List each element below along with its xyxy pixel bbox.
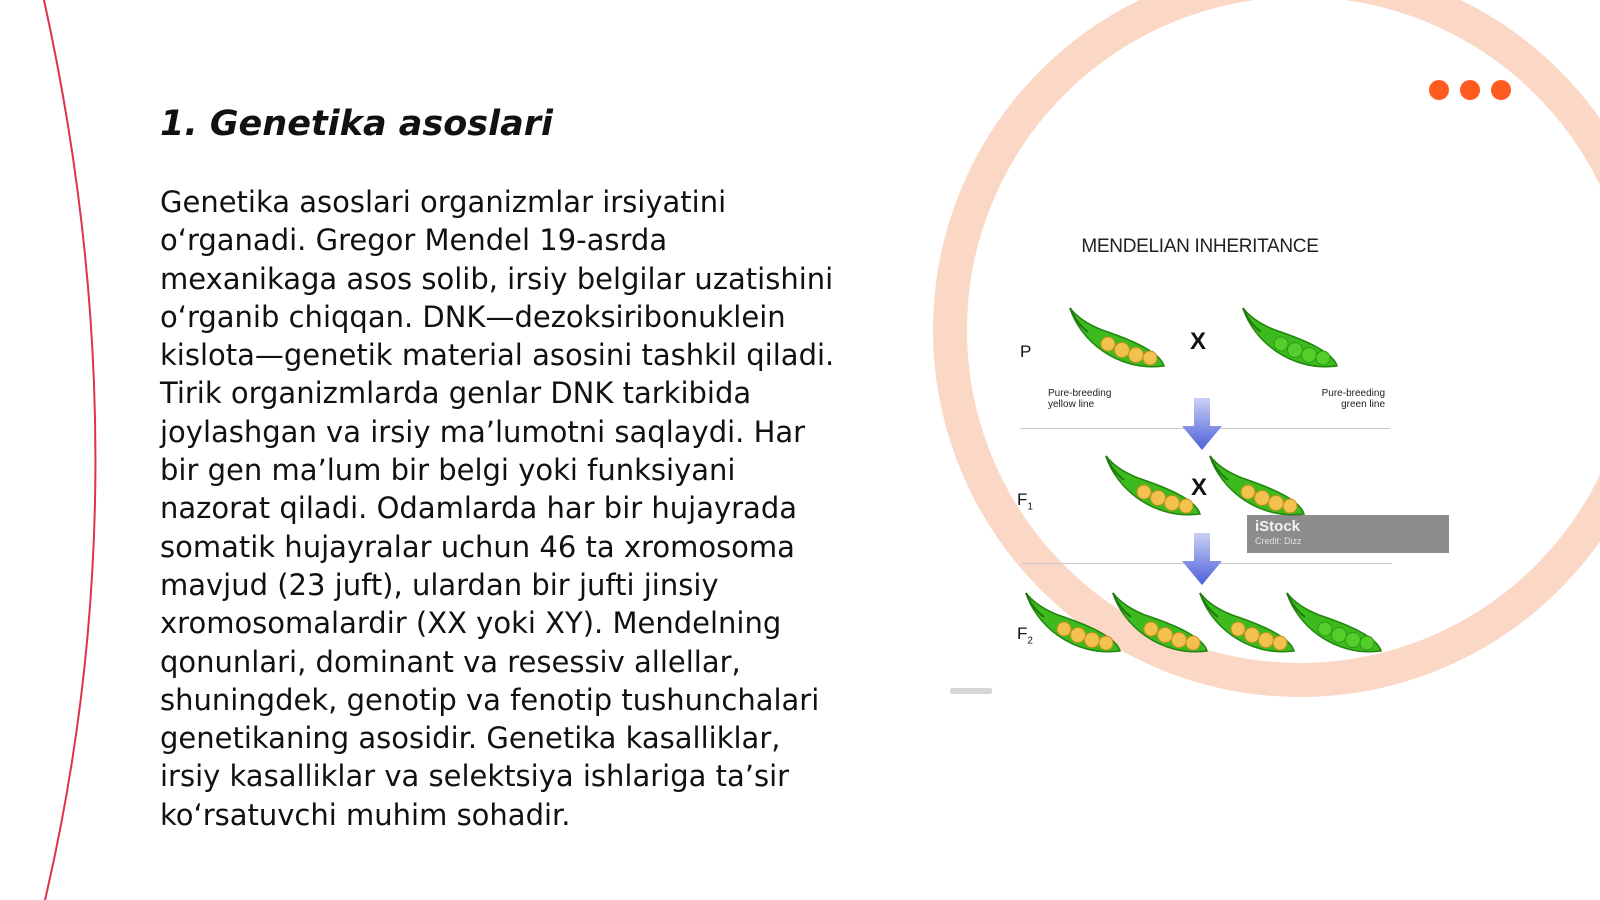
image-handle <box>950 688 992 694</box>
generation-f2-subscript: 2 <box>1027 635 1033 647</box>
generation-label-f1 <box>1017 490 1033 512</box>
caption-right-line-2: green line <box>1341 399 1385 410</box>
generation-f-text: F <box>1017 624 1028 643</box>
watermark-brand: iStock <box>1255 518 1301 535</box>
caption-left-line-2: yellow line <box>1048 399 1095 410</box>
figure-title: MENDELIAN INHERITANCE <box>1081 236 1319 257</box>
pea-pod-icon <box>1235 300 1345 380</box>
cross-symbol: X <box>1190 328 1207 355</box>
down-arrow-icon <box>1180 398 1224 450</box>
generation-f1-subscript: 1 <box>1027 501 1033 513</box>
generation-label-p <box>1020 342 1031 362</box>
dot <box>1460 80 1480 100</box>
istock-watermark <box>1247 515 1449 553</box>
slide-body-text: Genetika asoslari organizmlar irsiyatini o‘rganadi. Gregor Mendel 19-asrda mexanikaga asos solib, irsiy belgilar uzatishini o‘rganib chiqqan. DNK—dezoksiribonuklein kislota—genetik material asosini tashkil qiladi. Tirik organizmlarda genlar DNK tarkibida joylashgan va irsiy ma’lumotni saqlaydi. Har bir gen ma’lum bir belgi yoki funksiyani nazorat qiladi. Odamlarda har bir hujayrada somatik hujayralar uchun 46 ta xromosoma mavjud (23 juft), ulardan bir jufti jinsiy xromosomalardir (XX yoki XY). Mendelning qonunlari, dominant va resessiv allellar, shuningdek, genotip va fenotip tushunchalari genetikaning asosidir. Genetika kasalliklar, irsiy kasalliklar va selektsiya ishlariga ta’sir ko‘rsatuvchi muhim sohadir. <box>160 185 835 832</box>
generation-f-text: F <box>1017 490 1028 509</box>
pea-pod-icon <box>1062 300 1172 380</box>
pea-pod-icon <box>1279 585 1389 665</box>
mendelian-inheritance-figure <box>950 220 1470 710</box>
slide-title: 1. Genetika asoslari <box>160 104 553 144</box>
left-decorative-curve <box>0 0 120 900</box>
caption-green-line <box>1305 388 1385 410</box>
dot <box>1429 80 1449 100</box>
caption-left-line-1: Pure-breeding <box>1048 388 1112 399</box>
caption-yellow-line <box>1048 388 1111 410</box>
watermark-credit: Credit: Dizz <box>1255 536 1302 546</box>
more-dots-icon <box>1429 80 1511 100</box>
generation-p-text: P <box>1020 342 1032 361</box>
cross-symbol: X <box>1191 474 1208 501</box>
down-arrow-icon <box>1180 533 1224 585</box>
dot <box>1491 80 1511 100</box>
caption-right-line-1: Pure-breeding <box>1321 388 1385 399</box>
